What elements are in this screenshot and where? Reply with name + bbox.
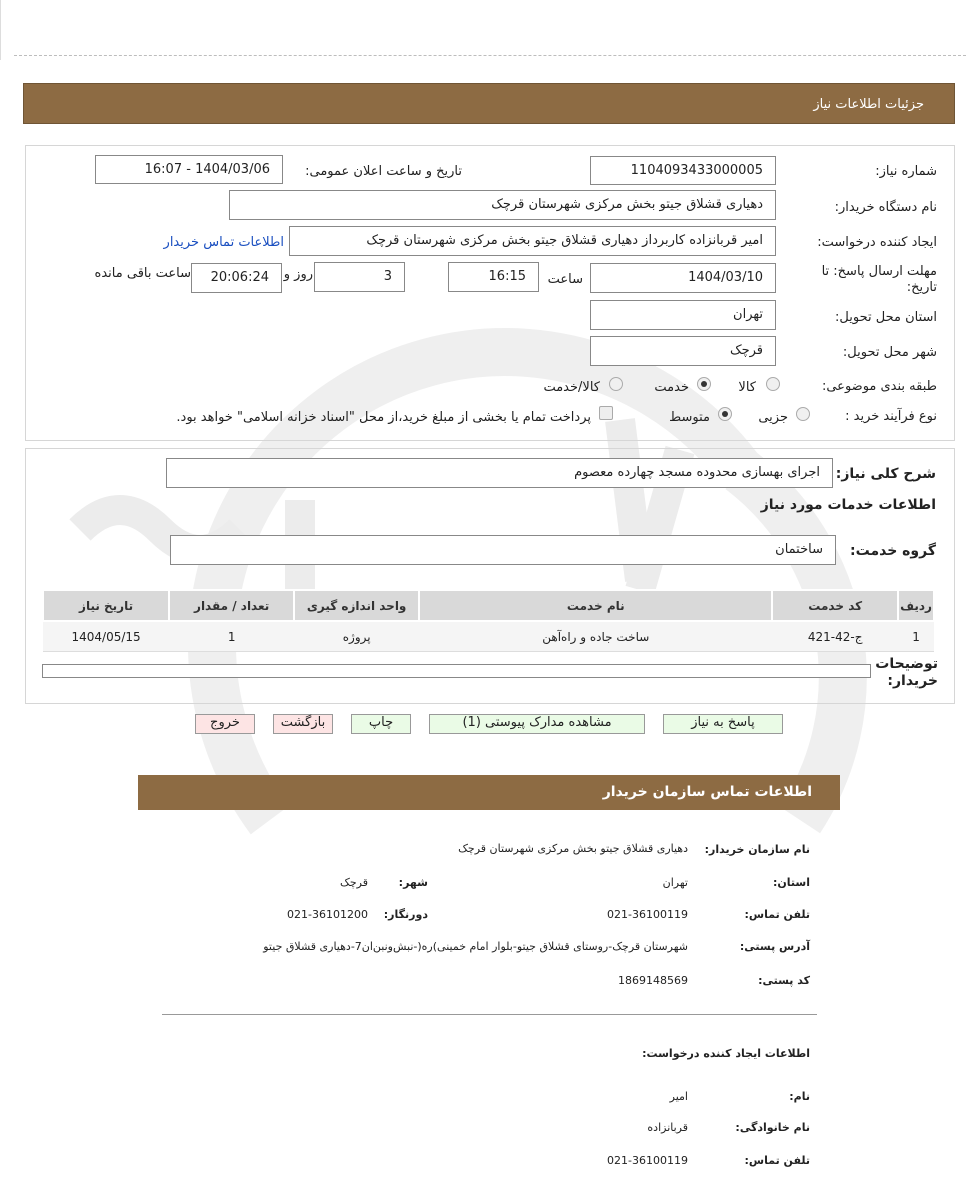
- exit-button[interactable]: خروج: [195, 714, 255, 734]
- service-group-label: گروه خدمت:: [850, 543, 936, 559]
- col-qty-header: تعداد / مقدار: [169, 590, 294, 621]
- category-both-label: کالا/خدمت: [543, 380, 600, 395]
- creator-field[interactable]: امیر قربانزاده کاربرداز دهیاری قشلاق جیتو بخش مرکزی شهرستان قرچک: [289, 226, 776, 256]
- creator-phone-value: 021-36100119: [607, 1154, 688, 1167]
- category-service-label: خدمت: [654, 380, 689, 395]
- creator-heading: اطلاعات ایجاد کننده درخواست:: [642, 1047, 810, 1060]
- contact-province-value: تهران: [662, 876, 688, 889]
- creator-phone-label: تلفن تماس:: [744, 1154, 810, 1167]
- attachments-button[interactable]: مشاهده مدارک پیوستی (1): [429, 714, 645, 734]
- cell-name: ساخت جاده و راه‌آهن: [419, 621, 772, 652]
- buyer-org-field[interactable]: دهیاری قشلاق جیتو بخش مرکزی شهرستان قرچک: [229, 190, 776, 220]
- creator-name-value: امیر: [669, 1090, 688, 1103]
- org-label: نام سازمان خریدار:: [704, 843, 810, 856]
- contact-city-label: شهر:: [398, 876, 428, 889]
- table-header-row: [43, 590, 934, 621]
- print-button[interactable]: چاپ: [351, 714, 411, 734]
- service-group-field[interactable]: ساختمان: [170, 535, 836, 565]
- table-row: [43, 621, 934, 652]
- treasury-payment-label: پرداخت تمام یا بخشی از مبلغ خرید،از محل "اسناد خزانه اسلامی" خواهد بود.: [176, 410, 591, 425]
- back-button[interactable]: بازگشت: [273, 714, 333, 734]
- contact-title: اطلاعات تماس سازمان خریدار: [602, 784, 812, 800]
- cell-unit: پروژه: [294, 621, 419, 652]
- page-title: جزئیات اطلاعات نیاز: [813, 97, 924, 112]
- category-goods-radio[interactable]: [766, 377, 780, 391]
- process-minor-radio[interactable]: [796, 407, 810, 421]
- city-label: شهر محل تحویل:: [842, 345, 937, 360]
- cell-date: 1404/05/15: [43, 621, 169, 652]
- org-value: دهیاری قشلاق جیتو بخش مرکزی شهرستان قرچک: [458, 842, 688, 855]
- time-label: ساعت: [547, 272, 583, 287]
- contact-province-label: استان:: [773, 876, 810, 889]
- province-field[interactable]: تهران: [590, 300, 776, 330]
- fax-label: دورنگار:: [383, 908, 428, 921]
- details-header-bar: [23, 83, 955, 124]
- address-value: شهرستان قرچک-روستای قشلاق جیتو-بلوار امام خمینی)ره(-نبش‌ونبن‌ان7-دهیاری قشلاق جیتو: [263, 940, 688, 953]
- deadline-time-field[interactable]: 16:15: [448, 262, 539, 292]
- process-medium-radio[interactable]: [718, 407, 732, 421]
- need-number-label: شماره نیاز:: [875, 164, 937, 179]
- category-goods-label: کالا: [738, 380, 756, 395]
- col-unit-header: واحد اندازه گیری: [294, 590, 419, 621]
- buyer-notes-label: توضیحات خریدار:: [875, 656, 938, 689]
- respond-button[interactable]: پاسخ به نیاز: [663, 714, 783, 734]
- announce-label: تاریخ و ساعت اعلان عمومی:: [305, 164, 462, 179]
- col-name-header: نام خدمت: [419, 590, 772, 621]
- days-field[interactable]: 3: [314, 262, 405, 292]
- services-heading: اطلاعات خدمات مورد نیاز: [760, 497, 936, 513]
- phone-value: 021-36100119: [607, 908, 688, 921]
- deadline-label: مهلت ارسال پاسخ: تا تاریخ:: [821, 264, 937, 295]
- cell-qty: 1: [169, 621, 294, 652]
- province-label: استان محل تحویل:: [835, 310, 937, 325]
- services-table: [42, 589, 935, 652]
- contact-divider: [162, 1014, 817, 1015]
- creator-label: ایجاد کننده درخواست:: [817, 235, 937, 250]
- creator-family-label: نام خانوادگی:: [735, 1121, 810, 1134]
- creator-name-label: نام:: [789, 1090, 810, 1103]
- contact-header-bar: [138, 775, 840, 810]
- announce-field[interactable]: 1404/03/06 - 16:07: [95, 155, 283, 184]
- remaining-time-field[interactable]: 20:06:24: [191, 263, 282, 293]
- need-number-field[interactable]: 1104093433000005: [590, 156, 776, 185]
- cell-row: 1: [898, 621, 934, 652]
- left-border: [0, 0, 1, 60]
- creator-family-value: قربانزاده: [647, 1121, 688, 1134]
- process-label: نوع فرآیند خرید :: [845, 409, 937, 424]
- category-both-radio[interactable]: [609, 377, 623, 391]
- buyer-contact-link[interactable]: اطلاعات تماس خریدار: [163, 235, 284, 250]
- category-service-radio[interactable]: [697, 377, 711, 391]
- phone-label: تلفن تماس:: [744, 908, 810, 921]
- col-date-header: تاریخ نیاز: [43, 590, 169, 621]
- treasury-payment-checkbox[interactable]: [599, 406, 613, 420]
- top-divider: [14, 55, 966, 56]
- remaining-label: ساعت باقی مانده: [94, 266, 191, 281]
- buyer-org-label: نام دستگاه خریدار:: [834, 200, 937, 215]
- process-medium-label: متوسط: [669, 410, 710, 425]
- city-field[interactable]: قرچک: [590, 336, 776, 366]
- contact-city-value: قرچک: [340, 876, 368, 889]
- fax-value: 021-36101200: [287, 908, 368, 921]
- deadline-date-field[interactable]: 1404/03/10: [590, 263, 776, 293]
- days-label: روز و: [283, 267, 313, 282]
- col-row-header: ردیف: [898, 590, 934, 621]
- description-label: شرح کلی نیاز:: [835, 466, 936, 482]
- description-field[interactable]: اجرای بهسازی محدوده مسجد چهارده معصوم: [166, 458, 833, 488]
- address-label: آدرس پستی:: [739, 940, 810, 953]
- category-label: طبقه بندی موضوعی:: [821, 379, 937, 394]
- buyer-notes-field[interactable]: [42, 664, 871, 678]
- process-minor-label: جزیی: [758, 410, 788, 425]
- cell-code: ج-42-421: [772, 621, 898, 652]
- postal-label: کد پستی:: [758, 974, 810, 987]
- col-code-header: کد خدمت: [772, 590, 898, 621]
- postal-value: 1869148569: [618, 974, 688, 987]
